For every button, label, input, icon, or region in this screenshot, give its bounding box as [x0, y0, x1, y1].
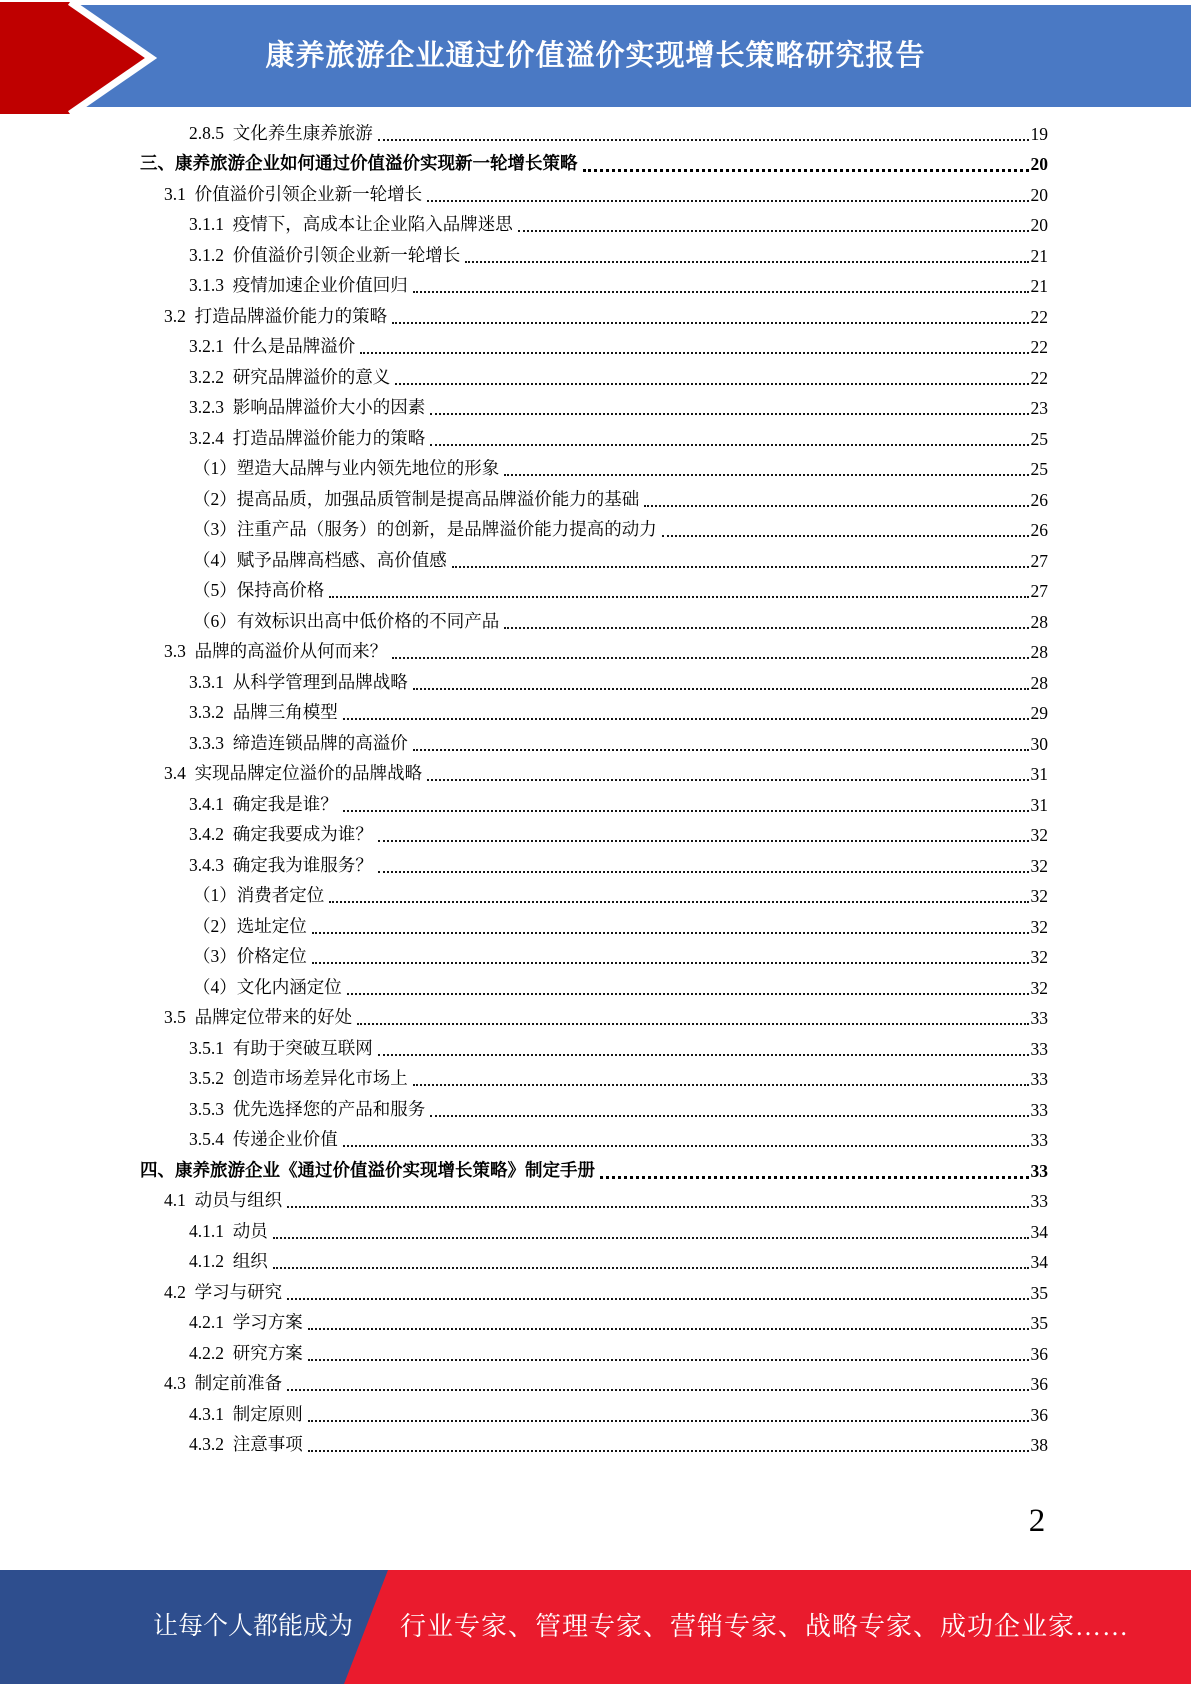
toc-entry-page: 35	[1030, 1313, 1048, 1333]
toc-entry[interactable]	[140, 394, 1048, 425]
toc-entry-page: 28	[1030, 611, 1048, 632]
toc-entry-page: 27	[1030, 581, 1048, 601]
toc-leader-dots	[413, 291, 1029, 293]
toc-leader-dots	[378, 139, 1029, 141]
toc-leader-dots	[504, 627, 1028, 629]
toc-entry[interactable]	[140, 241, 1048, 272]
toc-entry[interactable]	[140, 1278, 1048, 1309]
toc-leader-dots	[427, 779, 1028, 781]
toc-entry-page: 33	[1030, 1099, 1048, 1120]
toc-leader-dots	[392, 322, 1028, 324]
toc-entry[interactable]	[140, 1095, 1048, 1126]
toc-entry[interactable]	[140, 821, 1048, 852]
toc-entry-label: （3）注重产品（服务）的创新，是品牌溢价能力提高的动力	[193, 519, 657, 539]
toc-entry-page: 33	[1030, 1008, 1048, 1028]
toc-entry-page: 35	[1030, 1282, 1048, 1303]
toc-leader-dots	[343, 1145, 1029, 1147]
toc-entry-label: 4.2.1 学习方案	[189, 1312, 303, 1332]
toc-entry-page: 21	[1030, 276, 1048, 296]
toc-entry[interactable]	[140, 1431, 1048, 1462]
toc-leader-dots	[378, 840, 1029, 842]
toc-entry-page: 34	[1030, 1221, 1048, 1242]
toc-entry-label: 3.5.2 创造市场差异化市场上	[189, 1068, 408, 1088]
toc-entry-page: 25	[1030, 459, 1048, 479]
toc-entry-label: 2.8.5 文化养生康养旅游	[189, 122, 373, 143]
toc-entry-page: 21	[1030, 245, 1048, 266]
toc-leader-dots	[504, 474, 1028, 476]
toc-entry-label: 3.4.2 确定我要成为谁？	[189, 824, 373, 844]
toc-entry-page: 36	[1030, 1343, 1048, 1364]
toc-entry[interactable]	[140, 1004, 1048, 1035]
toc-leader-dots	[662, 535, 1029, 537]
toc-entry-page: 30	[1030, 733, 1048, 754]
toc-entry[interactable]	[140, 1034, 1048, 1065]
toc-entry-label: 3.4.3 确定我为谁服务？	[189, 854, 373, 875]
toc-leader-dots	[308, 1359, 1029, 1361]
toc-entry[interactable]	[140, 1370, 1048, 1401]
toc-entry[interactable]	[140, 119, 1048, 150]
toc-entry-page: 34	[1030, 1252, 1048, 1272]
toc-entry-label: （5）保持高价格	[193, 580, 325, 600]
toc-entry-label: 4.2 学习与研究	[164, 1281, 283, 1302]
toc-leader-dots	[427, 200, 1028, 202]
toc-entry-label: 4.3 制定前准备	[164, 1373, 283, 1393]
toc-leader-dots	[329, 596, 1028, 598]
toc-entry-page: 23	[1030, 398, 1048, 418]
toc-entry[interactable]	[140, 729, 1048, 760]
toc-entry[interactable]	[140, 851, 1048, 882]
toc-entry-page: 20	[1030, 184, 1048, 205]
footer-left-slogan: 让每个人都能成为	[152, 1613, 353, 1640]
toc-entry-page: 26	[1030, 520, 1048, 540]
footer-banner	[0, 1570, 1191, 1684]
toc-leader-dots	[583, 169, 1029, 172]
toc-entry-label: 3.2.3 影响品牌溢价大小的因素	[189, 397, 426, 417]
toc-leader-dots	[452, 566, 1029, 568]
toc-entry[interactable]	[140, 607, 1048, 638]
toc-entry-label: 3.5.3 优先选择您的产品和服务	[189, 1098, 426, 1119]
toc-entry[interactable]	[140, 272, 1048, 303]
toc-entry-page: 20	[1030, 215, 1048, 235]
page-number: 2	[1028, 1503, 1046, 1539]
toc-entry-label: 3.1.3 疫情加速企业价值回归	[189, 275, 408, 295]
toc-entry[interactable]	[140, 455, 1048, 486]
toc-entry-label: 3.2.1 什么是品牌溢价	[189, 336, 356, 356]
toc-entry[interactable]	[140, 973, 1048, 1004]
toc-entry-label: 三、康养旅游企业如何通过价值溢价实现新一轮增长策略	[140, 153, 578, 173]
toc-leader-dots	[395, 383, 1028, 385]
toc-entry-label: 3.5.1 有助于突破互联网	[189, 1037, 373, 1058]
toc-entry-page: 29	[1030, 703, 1048, 723]
toc-entry[interactable]	[140, 1065, 1048, 1096]
toc-leader-dots	[430, 413, 1028, 415]
toc-entry-page: 31	[1030, 794, 1048, 815]
toc-leader-dots	[430, 444, 1028, 446]
toc-entry-page: 32	[1030, 947, 1048, 967]
toc-entry[interactable]	[140, 912, 1048, 943]
toc-leader-dots	[308, 1328, 1029, 1330]
toc-leader-dots	[600, 1176, 1029, 1179]
report-title: 康养旅游企业通过价值溢价实现增长策略研究报告	[265, 40, 926, 72]
toc-leader-dots	[644, 505, 1028, 507]
toc-entry-page: 32	[1030, 855, 1048, 876]
toc-entry-label: 3.3 品牌的高溢价从何而来？	[164, 641, 388, 661]
toc-leader-dots	[287, 1206, 1028, 1208]
toc-entry[interactable]	[140, 1400, 1048, 1431]
toc-entry[interactable]	[140, 1126, 1048, 1157]
toc-entry-page: 33	[1030, 1069, 1048, 1089]
red-chevron-icon	[0, 1, 162, 115]
toc-entry-label: 3.5.4 传递企业价值	[189, 1129, 338, 1149]
toc-entry-label: 3.2.2 研究品牌溢价的意义	[189, 366, 391, 387]
toc-leader-dots	[343, 718, 1029, 720]
toc-entry[interactable]	[140, 790, 1048, 821]
toc-entry-label: 四、康养旅游企业《通过价值溢价实现增长策略》制定手册	[140, 1159, 595, 1180]
toc-entry-page: 32	[1030, 916, 1048, 937]
toc-entry[interactable]	[140, 546, 1048, 577]
toc-entry[interactable]	[140, 211, 1048, 242]
toc-leader-dots	[347, 993, 1029, 995]
toc-entry[interactable]	[140, 1309, 1048, 1340]
toc-entry-page: 33	[1030, 1160, 1048, 1181]
toc-entry-page: 33	[1030, 1038, 1048, 1059]
toc-entry-label: 4.1.2 组织	[189, 1251, 268, 1271]
toc-entry-label: 3.1.1 疫情下，高成本让企业陷入品牌迷思	[189, 214, 513, 234]
toc-leader-dots	[357, 1023, 1028, 1025]
toc-entry-page: 25	[1030, 428, 1048, 449]
toc-leader-dots	[465, 261, 1028, 263]
toc-entry-label: 4.3.2 注意事项	[189, 1434, 303, 1454]
toc-leader-dots	[343, 810, 1029, 812]
toc-entry-label: （4）赋予品牌高档感、高价值感	[193, 549, 447, 570]
toc-entry[interactable]	[140, 1156, 1048, 1187]
toc-entry[interactable]	[140, 333, 1048, 364]
toc-entry-page: 33	[1030, 1191, 1048, 1211]
toc-entry-label: 3.1.2 价值溢价引领企业新一轮增长	[189, 244, 461, 265]
toc-leader-dots	[312, 932, 1029, 934]
toc-entry[interactable]	[140, 668, 1048, 699]
toc-entry-label: （4）文化内涵定位	[193, 976, 342, 997]
toc-entry-page: 32	[1030, 977, 1048, 998]
toc-leader-dots	[518, 230, 1029, 232]
toc-leader-dots	[378, 871, 1029, 873]
toc-leader-dots	[413, 749, 1029, 751]
toc-entry[interactable]	[140, 180, 1048, 211]
toc-entry-label: （3）价格定位	[193, 946, 307, 966]
toc-entry-page: 22	[1030, 337, 1048, 357]
toc-entry-page: 26	[1030, 489, 1048, 510]
toc-entry-page: 27	[1030, 550, 1048, 571]
header-banner	[0, 5, 1191, 107]
toc-entry[interactable]	[140, 1248, 1048, 1279]
toc-entry-label: 3.5 品牌定位带来的好处	[164, 1007, 353, 1027]
toc-entry-label: （1）消费者定位	[193, 885, 325, 905]
toc-entry-label: 3.4 实现品牌定位溢价的品牌战略	[164, 763, 423, 783]
toc-entry-page: 32	[1030, 825, 1048, 845]
toc-entry-label: 3.2 打造品牌溢价能力的策略	[164, 305, 388, 326]
toc-leader-dots	[287, 1389, 1028, 1391]
toc-leader-dots	[287, 1298, 1028, 1300]
toc-entry-label: 3.3.1 从科学管理到品牌战略	[189, 671, 408, 692]
toc-entry[interactable]	[140, 516, 1048, 547]
toc-entry-label: 4.2.2 研究方案	[189, 1342, 303, 1363]
toc-entry-label: 3.3.2 品牌三角模型	[189, 702, 338, 722]
toc-entry-label: 3.4.1 确定我是谁？	[189, 793, 338, 814]
toc-entry[interactable]	[140, 363, 1048, 394]
toc-entry[interactable]	[140, 150, 1048, 181]
toc-entry[interactable]	[140, 577, 1048, 608]
toc-entry-page: 31	[1030, 764, 1048, 784]
table-of-contents	[140, 119, 1048, 1461]
toc-entry[interactable]	[140, 302, 1048, 333]
toc-entry-label: （6）有效标识出高中低价格的不同产品	[193, 610, 500, 631]
toc-entry-page: 19	[1030, 123, 1048, 144]
toc-leader-dots	[308, 1420, 1029, 1422]
toc-entry-page: 28	[1030, 672, 1048, 693]
toc-entry-page: 20	[1030, 154, 1048, 174]
toc-entry-label: 3.2.4 打造品牌溢价能力的策略	[189, 427, 426, 448]
toc-leader-dots	[360, 352, 1028, 354]
toc-entry[interactable]	[140, 424, 1048, 455]
toc-entry[interactable]	[140, 1187, 1048, 1218]
toc-entry-page: 32	[1030, 886, 1048, 906]
toc-entry-label: 4.1 动员与组织	[164, 1190, 283, 1210]
toc-entry[interactable]	[140, 882, 1048, 913]
toc-leader-dots	[430, 1115, 1028, 1117]
toc-leader-dots	[273, 1237, 1029, 1239]
toc-entry[interactable]	[140, 760, 1048, 791]
toc-entry-label: 3.3.3 缔造连锁品牌的高溢价	[189, 732, 408, 753]
toc-entry-label: （2）选址定位	[193, 915, 307, 936]
toc-entry-page: 22	[1030, 306, 1048, 327]
toc-leader-dots	[392, 657, 1028, 659]
toc-leader-dots	[329, 901, 1028, 903]
toc-entry-label: （2）提高品质，加强品质管制是提高品牌溢价能力的基础	[193, 488, 640, 509]
toc-entry-label: 4.1.1 动员	[189, 1220, 268, 1241]
toc-entry[interactable]	[140, 1217, 1048, 1248]
toc-leader-dots	[413, 688, 1029, 690]
footer-right-slogan: 行业专家、管理专家、营销专家、战略专家、成功企业家……	[400, 1612, 1130, 1641]
toc-entry-page: 33	[1030, 1130, 1048, 1150]
toc-entry-label: 3.1 价值溢价引领企业新一轮增长	[164, 183, 423, 204]
toc-entry-page: 28	[1030, 642, 1048, 662]
toc-leader-dots	[312, 962, 1029, 964]
toc-entry[interactable]	[140, 638, 1048, 669]
toc-leader-dots	[308, 1450, 1029, 1452]
toc-leader-dots	[413, 1084, 1029, 1086]
toc-entry[interactable]	[140, 485, 1048, 516]
toc-entry[interactable]	[140, 699, 1048, 730]
toc-entry-page: 36	[1030, 1404, 1048, 1425]
toc-entry[interactable]	[140, 943, 1048, 974]
toc-entry-page: 38	[1030, 1435, 1048, 1455]
toc-leader-dots	[273, 1267, 1029, 1269]
toc-leader-dots	[378, 1054, 1029, 1056]
toc-entry-page: 22	[1030, 367, 1048, 388]
toc-entry-label: 4.3.1 制定原则	[189, 1403, 303, 1424]
toc-entry-label: （1）塑造大品牌与业内领先地位的形象	[193, 458, 500, 478]
toc-entry-page: 36	[1030, 1374, 1048, 1394]
toc-entry[interactable]	[140, 1339, 1048, 1370]
